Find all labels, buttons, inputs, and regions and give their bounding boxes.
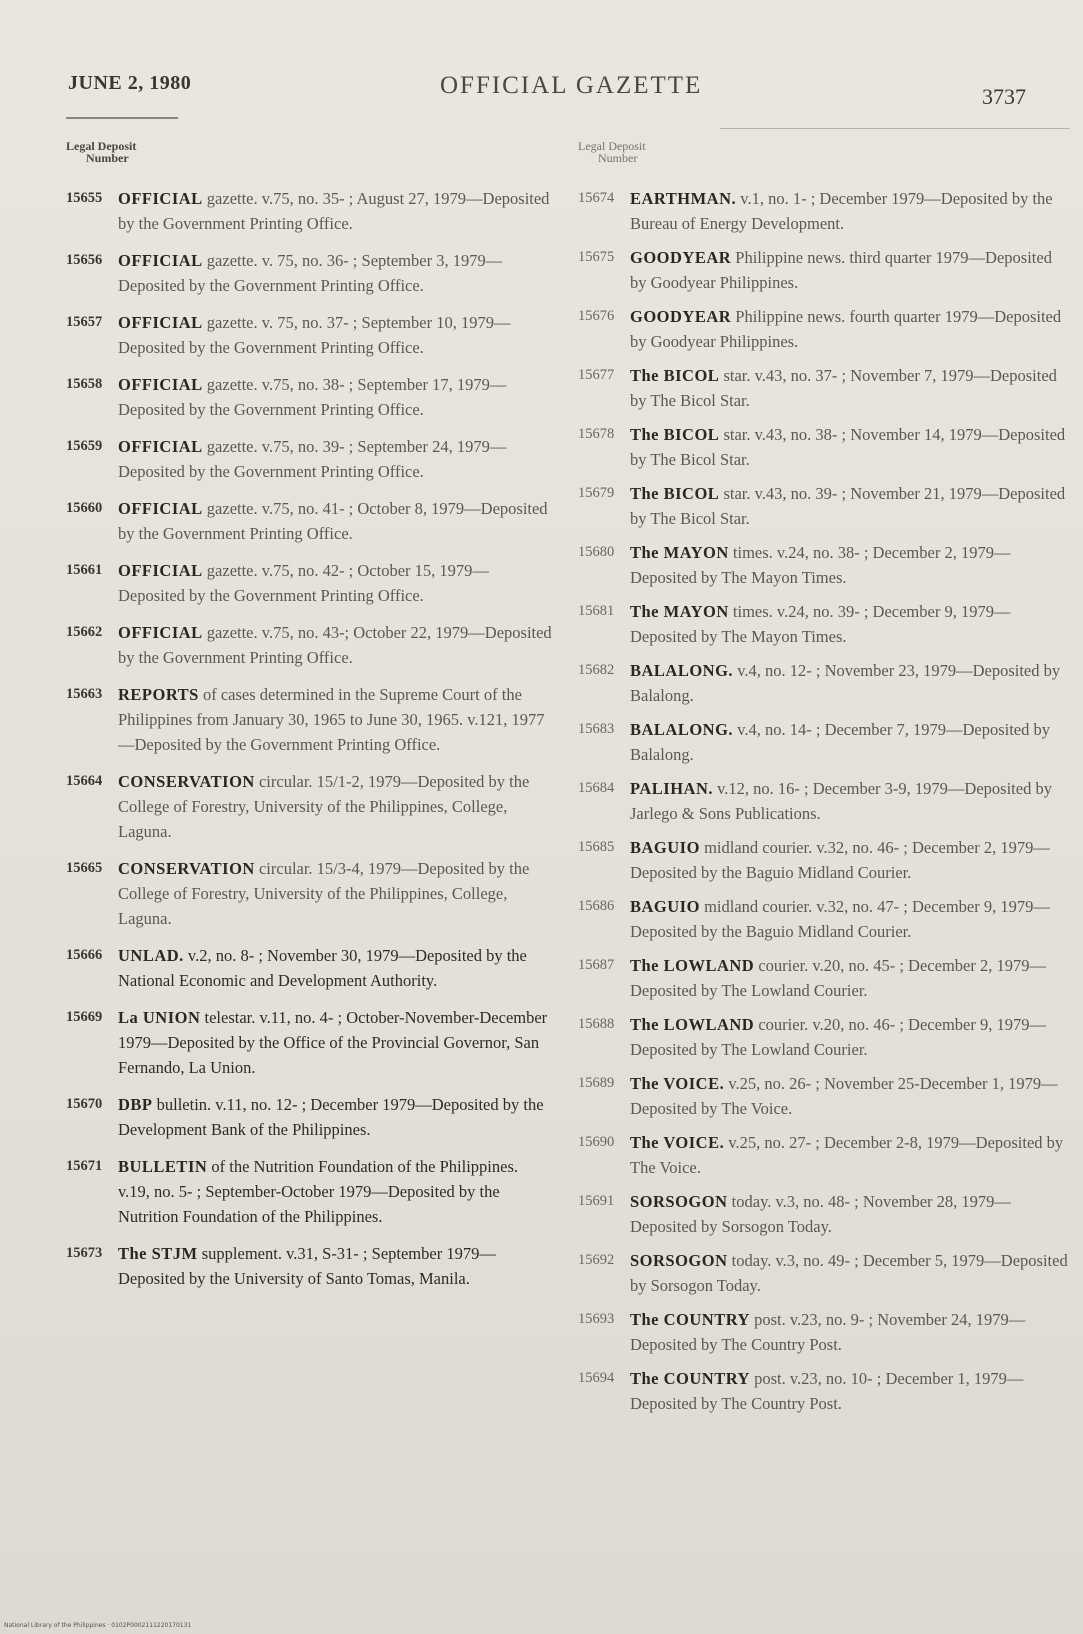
deposit-entry xyxy=(578,953,1071,1003)
entry-details: v.25, no. 27- ; December 2-8, 1979—Deposited by The Voice. xyxy=(630,1133,1064,1177)
right-column xyxy=(578,140,1071,1425)
deposit-entry xyxy=(578,363,1071,413)
entry-details: Philippine news. fourth quarter 1979—Deposited by Goodyear Philippines. xyxy=(630,307,1062,351)
entry-details: of the Nutrition Foundation of the Philippines. v.19, no. 5- ; September-October 1979—Deposited by the Nutrition Foundation of the Philippines. xyxy=(118,1157,519,1226)
deposit-entry xyxy=(66,558,552,608)
entry-title: SORSOGON xyxy=(630,1192,728,1211)
entry-title: The BICOL xyxy=(630,366,720,385)
deposit-entry xyxy=(578,776,1071,826)
deposit-entry xyxy=(578,1012,1071,1062)
entry-title: The VOICE. xyxy=(630,1074,725,1093)
entry-title: OFFICIAL xyxy=(118,623,203,642)
deposit-number: 15680 xyxy=(578,544,615,560)
entry-details: post. v.23, no. 10- ; December 1, 1979—Deposited by The Country Post. xyxy=(630,1369,1024,1413)
deposit-number: 15688 xyxy=(578,1016,615,1032)
deposit-number: 15671 xyxy=(66,1158,103,1174)
entry-details: times. v.24, no. 39- ; December 9, 1979—Deposited by The Mayon Times. xyxy=(630,602,1011,646)
deposit-number: 15662 xyxy=(66,624,103,640)
deposit-number: 15687 xyxy=(578,957,615,973)
scan-footer: National Library of the Philippines · 0102P0002111220170131 xyxy=(4,1622,192,1629)
entry-title: GOODYEAR xyxy=(630,307,732,326)
entry-details: gazette. v.75, no. 41- ; October 8, 1979—Deposited by the Government Printing Office. xyxy=(118,499,548,543)
deposit-number: 15657 xyxy=(66,314,103,330)
column-heading-line2: Number xyxy=(86,151,129,165)
entry-details: of cases determined in the Supreme Court of the Philippines from January 30, 1965 to June 30, 1965. v.121, 1977—Deposited by the Government Printing Office. xyxy=(118,685,545,754)
deposit-number: 15674 xyxy=(578,190,615,206)
deposit-number: 15675 xyxy=(578,249,615,265)
deposit-entry xyxy=(578,1307,1071,1357)
deposit-number: 15664 xyxy=(66,773,103,789)
deposit-entry xyxy=(578,1366,1071,1416)
deposit-entry xyxy=(66,769,552,844)
entry-details: times. v.24, no. 38- ; December 2, 1979—Deposited by The Mayon Times. xyxy=(630,543,1011,587)
entry-details: v.12, no. 16- ; December 3-9, 1979—Deposited by Jarlego & Sons Publications. xyxy=(630,779,1052,823)
deposit-number: 15690 xyxy=(578,1134,615,1150)
entry-details: gazette. v.75, no. 43-; October 22, 1979—Deposited by the Government Printing Office. xyxy=(118,623,552,667)
entry-details: circular. 15/3-4, 1979—Deposited by the College of Forestry, University of the Philippines, College, Laguna. xyxy=(118,859,530,928)
deposit-entry xyxy=(66,1241,552,1291)
entry-details: courier. v.20, no. 46- ; December 9, 1979—Deposited by The Lowland Courier. xyxy=(630,1015,1046,1059)
deposit-number: 15669 xyxy=(66,1009,103,1025)
deposit-entry xyxy=(578,1248,1071,1298)
entry-title: OFFICIAL xyxy=(118,313,203,332)
left-column xyxy=(66,140,552,1303)
deposit-number: 15665 xyxy=(66,860,103,876)
column-heading-line1: Legal Deposit xyxy=(66,139,137,153)
deposit-number: 15681 xyxy=(578,603,615,619)
deposit-number: 15655 xyxy=(66,190,103,206)
entry-details: gazette. v.75, no. 42- ; October 15, 1979—Deposited by the Government Printing Office. xyxy=(118,561,489,605)
right-entry-list xyxy=(578,186,1071,1416)
entry-title: OFFICIAL xyxy=(118,437,203,456)
deposit-number: 15679 xyxy=(578,485,615,501)
page-number: 3737 xyxy=(982,84,1026,109)
deposit-entry xyxy=(66,620,552,670)
deposit-number: 15677 xyxy=(578,367,615,383)
deposit-entry xyxy=(578,540,1071,590)
deposit-number: 15660 xyxy=(66,500,103,516)
column-heading-line1: Legal Deposit xyxy=(578,139,646,153)
entry-details: midland courier. v.32, no. 47- ; December 9, 1979—Deposited by the Baguio Midland Courier. xyxy=(630,897,1050,941)
entry-title: The COUNTRY xyxy=(630,1369,750,1388)
deposit-number: 15659 xyxy=(66,438,103,454)
deposit-entry xyxy=(578,894,1071,944)
deposit-number: 15666 xyxy=(66,947,103,963)
entry-details: gazette. v. 75, no. 36- ; September 3, 1979—Deposited by the Government Printing Office. xyxy=(118,251,503,295)
entry-title: CONSERVATION xyxy=(118,859,255,878)
page-title: OFFICIAL GAZETTE xyxy=(440,72,703,99)
entry-details: supplement. v.31, S-31- ; September 1979—Deposited by the University of Santo Tomas, Manila. xyxy=(118,1244,496,1288)
entry-details: bulletin. v.11, no. 12- ; December 1979—Deposited by the Development Bank of the Philippines. xyxy=(118,1095,544,1139)
deposit-entry xyxy=(66,943,552,993)
deposit-number: 15682 xyxy=(578,662,615,678)
deposit-entry xyxy=(66,1005,552,1080)
deposit-number: 15661 xyxy=(66,562,103,578)
deposit-number: 15685 xyxy=(578,839,615,855)
deposit-entry xyxy=(578,1071,1071,1121)
entry-title: OFFICIAL xyxy=(118,375,203,394)
deposit-entry xyxy=(66,856,552,931)
column-heading-line2: Number xyxy=(598,151,638,165)
entry-title: La UNION xyxy=(118,1008,201,1027)
deposit-entry xyxy=(578,1189,1071,1239)
left-entry-list xyxy=(66,186,552,1291)
deposit-entry xyxy=(578,481,1071,531)
entry-title: CONSERVATION xyxy=(118,772,255,791)
deposit-number: 15686 xyxy=(578,898,615,914)
entry-title: OFFICIAL xyxy=(118,499,203,518)
entry-title: The MAYON xyxy=(630,543,729,562)
entry-title: GOODYEAR xyxy=(630,248,732,267)
deposit-entry xyxy=(578,1130,1071,1180)
entry-title: REPORTS xyxy=(118,685,199,704)
entry-title: BALALONG. xyxy=(630,720,734,739)
deposit-entry xyxy=(578,422,1071,472)
entry-details: today. v.3, no. 49- ; December 5, 1979—Deposited by Sorsogon Today. xyxy=(630,1251,1068,1295)
page-date: JUNE 2, 1980 xyxy=(68,72,192,94)
deposit-entry xyxy=(578,245,1071,295)
entry-details: gazette. v.75, no. 38- ; September 17, 1979—Deposited by the Government Printing Office. xyxy=(118,375,507,419)
header-rule-right xyxy=(720,128,1070,129)
entry-title: The VOICE. xyxy=(630,1133,725,1152)
column-heading-left xyxy=(66,140,552,164)
deposit-number: 15678 xyxy=(578,426,615,442)
deposit-entry xyxy=(66,186,552,236)
deposit-number: 15684 xyxy=(578,780,615,796)
deposit-entry xyxy=(66,496,552,546)
entry-details: v.4, no. 14- ; December 7, 1979—Deposited by Balalong. xyxy=(630,720,1051,764)
entry-title: OFFICIAL xyxy=(118,251,203,270)
entry-title: BALALONG. xyxy=(630,661,734,680)
deposit-number: 15673 xyxy=(66,1245,103,1261)
deposit-number: 15691 xyxy=(578,1193,615,1209)
entry-details: telestar. v.11, no. 4- ; October-November-December 1979—Deposited by the Office of the Provincial Governor, San Fernando, La Union. xyxy=(118,1008,548,1077)
entry-title: EARTHMAN. xyxy=(630,189,737,208)
entry-details: gazette. v. 75, no. 37- ; September 10, 1979—Deposited by the Government Printing Office. xyxy=(118,313,511,357)
deposit-number: 15676 xyxy=(578,308,615,324)
deposit-number: 15694 xyxy=(578,1370,615,1386)
deposit-number: 15683 xyxy=(578,721,615,737)
deposit-number: 15656 xyxy=(66,252,103,268)
entry-title: BAGUIO xyxy=(630,897,700,916)
deposit-entry xyxy=(66,372,552,422)
entry-title: BULLETIN xyxy=(118,1157,208,1176)
entry-title: PALIHAN. xyxy=(630,779,713,798)
entry-details: star. v.43, no. 39- ; November 21, 1979—Deposited by The Bicol Star. xyxy=(630,484,1066,528)
entry-title: The BICOL xyxy=(630,425,720,444)
deposit-entry xyxy=(66,248,552,298)
entry-title: OFFICIAL xyxy=(118,561,203,580)
column-heading-right xyxy=(578,140,1071,164)
header-rule-left xyxy=(66,117,178,119)
entry-details: circular. 15/1-2, 1979—Deposited by the College of Forestry, University of the Philippines, College, Laguna. xyxy=(118,772,530,841)
entry-details: Philippine news. third quarter 1979—Deposited by Goodyear Philippines. xyxy=(630,248,1052,292)
deposit-entry xyxy=(578,658,1071,708)
entry-title: The BICOL xyxy=(630,484,720,503)
deposit-entry xyxy=(578,835,1071,885)
entry-title: The LOWLAND xyxy=(630,1015,755,1034)
entry-details: v.1, no. 1- ; December 1979—Deposited by the Bureau of Energy Development. xyxy=(630,189,1053,233)
entry-details: v.4, no. 12- ; November 23, 1979—Deposited by Balalong. xyxy=(630,661,1061,705)
deposit-number: 15693 xyxy=(578,1311,615,1327)
entry-title: OFFICIAL xyxy=(118,189,203,208)
entry-title: The COUNTRY xyxy=(630,1310,750,1329)
entry-details: courier. v.20, no. 45- ; December 2, 1979—Deposited by The Lowland Courier. xyxy=(630,956,1046,1000)
deposit-entry xyxy=(578,717,1071,767)
entry-title: The STJM xyxy=(118,1244,198,1263)
deposit-entry xyxy=(578,599,1071,649)
deposit-entry xyxy=(66,1092,552,1142)
entry-details: v.2, no. 8- ; November 30, 1979—Deposited by the National Economic and Development Authority. xyxy=(118,946,527,990)
entry-title: The MAYON xyxy=(630,602,729,621)
entry-details: gazette. v.75, no. 39- ; September 24, 1979—Deposited by the Government Printing Office. xyxy=(118,437,507,481)
deposit-entry xyxy=(66,434,552,484)
entry-details: today. v.3, no. 48- ; November 28, 1979—Deposited by Sorsogon Today. xyxy=(630,1192,1011,1236)
entry-title: SORSOGON xyxy=(630,1251,728,1270)
entry-details: star. v.43, no. 37- ; November 7, 1979—Deposited by The Bicol Star. xyxy=(630,366,1057,410)
entry-title: UNLAD. xyxy=(118,946,184,965)
deposit-entry xyxy=(578,304,1071,354)
deposit-number: 15692 xyxy=(578,1252,615,1268)
deposit-entry xyxy=(66,682,552,757)
entry-details: midland courier. v.32, no. 46- ; December 2, 1979—Deposited by the Baguio Midland Courier. xyxy=(630,838,1050,882)
deposit-entry xyxy=(578,186,1071,236)
deposit-number: 15658 xyxy=(66,376,103,392)
deposit-entry xyxy=(66,1154,552,1229)
deposit-number: 15670 xyxy=(66,1096,103,1112)
entry-details: post. v.23, no. 9- ; November 24, 1979—Deposited by The Country Post. xyxy=(630,1310,1026,1354)
entry-title: The LOWLAND xyxy=(630,956,755,975)
deposit-number: 15663 xyxy=(66,686,103,702)
entry-title: DBP xyxy=(118,1095,153,1114)
deposit-entry xyxy=(66,310,552,360)
deposit-number: 15689 xyxy=(578,1075,615,1091)
entry-details: star. v.43, no. 38- ; November 14, 1979—Deposited by The Bicol Star. xyxy=(630,425,1066,469)
entry-details: gazette. v.75, no. 35- ; August 27, 1979—Deposited by the Government Printing Office. xyxy=(118,189,550,233)
entry-details: v.25, no. 26- ; November 25-December 1, 1979—Deposited by The Voice. xyxy=(630,1074,1058,1118)
entry-title: BAGUIO xyxy=(630,838,700,857)
